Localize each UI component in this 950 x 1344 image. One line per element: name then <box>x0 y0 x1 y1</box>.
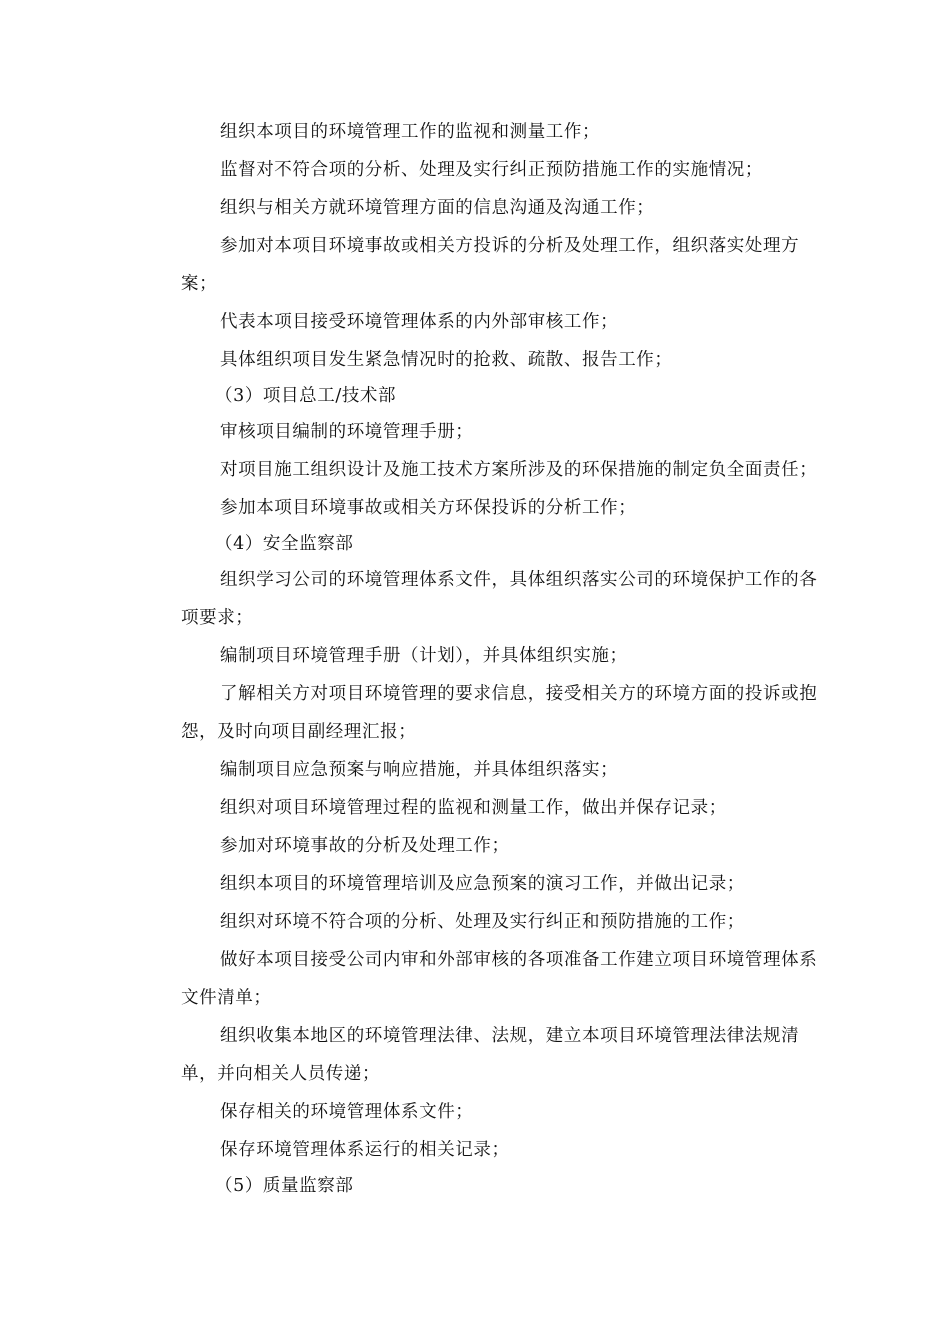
paragraph: 保存相关的环境管理体系文件； <box>220 1102 474 1122</box>
paragraph: 保存环境管理体系运行的相关记录； <box>220 1140 510 1160</box>
paragraph: 组织学习公司的环境管理体系文件，具体组织落实公司的环境保护工作的各项要求； <box>181 570 818 628</box>
paragraph: 组织与相关方就环境管理方面的信息沟通及沟通工作； <box>220 198 655 218</box>
paragraph: 对项目施工组织设计及施工技术方案所涉及的环保措施的制定负全面责任； <box>220 460 818 480</box>
section-heading: （3）项目总工/技术部 <box>215 386 397 406</box>
section-heading: （4）安全监察部 <box>215 534 354 554</box>
paragraph: 组织收集本地区的环境管理法律、法规，建立本项目环境管理法律法规清单，并向相关人员传递； <box>181 1026 800 1084</box>
paragraph: 组织本项目的环境管理工作的监视和测量工作； <box>220 122 601 142</box>
paragraph: 具体组织项目发生紧急情况时的抢救、疏散、报告工作； <box>220 350 673 370</box>
paragraph: 参加对本项目环境事故或相关方投诉的分析及处理工作，组织落实处理方案； <box>181 236 800 294</box>
paragraph: 参加本项目环境事故或相关方环保投诉的分析工作； <box>220 498 637 518</box>
paragraph: 编制项目环境管理手册（计划），并具体组织实施； <box>220 646 628 666</box>
paragraph: 审核项目编制的环境管理手册； <box>220 422 474 442</box>
paragraph: 了解相关方对项目环境管理的要求信息，接受相关方的环境方面的投诉或抱怨，及时向项目副经理汇报； <box>181 684 818 742</box>
paragraph: 代表本项目接受环境管理体系的内外部审核工作； <box>220 312 619 332</box>
paragraph: 编制项目应急预案与响应措施，并具体组织落实； <box>220 760 619 780</box>
paragraph: 参加对环境事故的分析及处理工作； <box>220 836 510 856</box>
paragraph: 做好本项目接受公司内审和外部审核的各项准备工作建立项目环境管理体系文件清单； <box>181 950 818 1008</box>
paragraph: 组织对项目环境管理过程的监视和测量工作，做出并保存记录； <box>220 798 727 818</box>
paragraph: 监督对不符合项的分析、处理及实行纠正预防措施工作的实施情况； <box>220 160 763 180</box>
paragraph: 组织对环境不符合项的分析、处理及实行纠正和预防措施的工作； <box>220 912 745 932</box>
paragraph: 组织本项目的环境管理培训及应急预案的演习工作，并做出记录； <box>220 874 745 894</box>
section-heading: （5）质量监察部 <box>215 1176 354 1196</box>
document-body <box>181 113 821 1203</box>
